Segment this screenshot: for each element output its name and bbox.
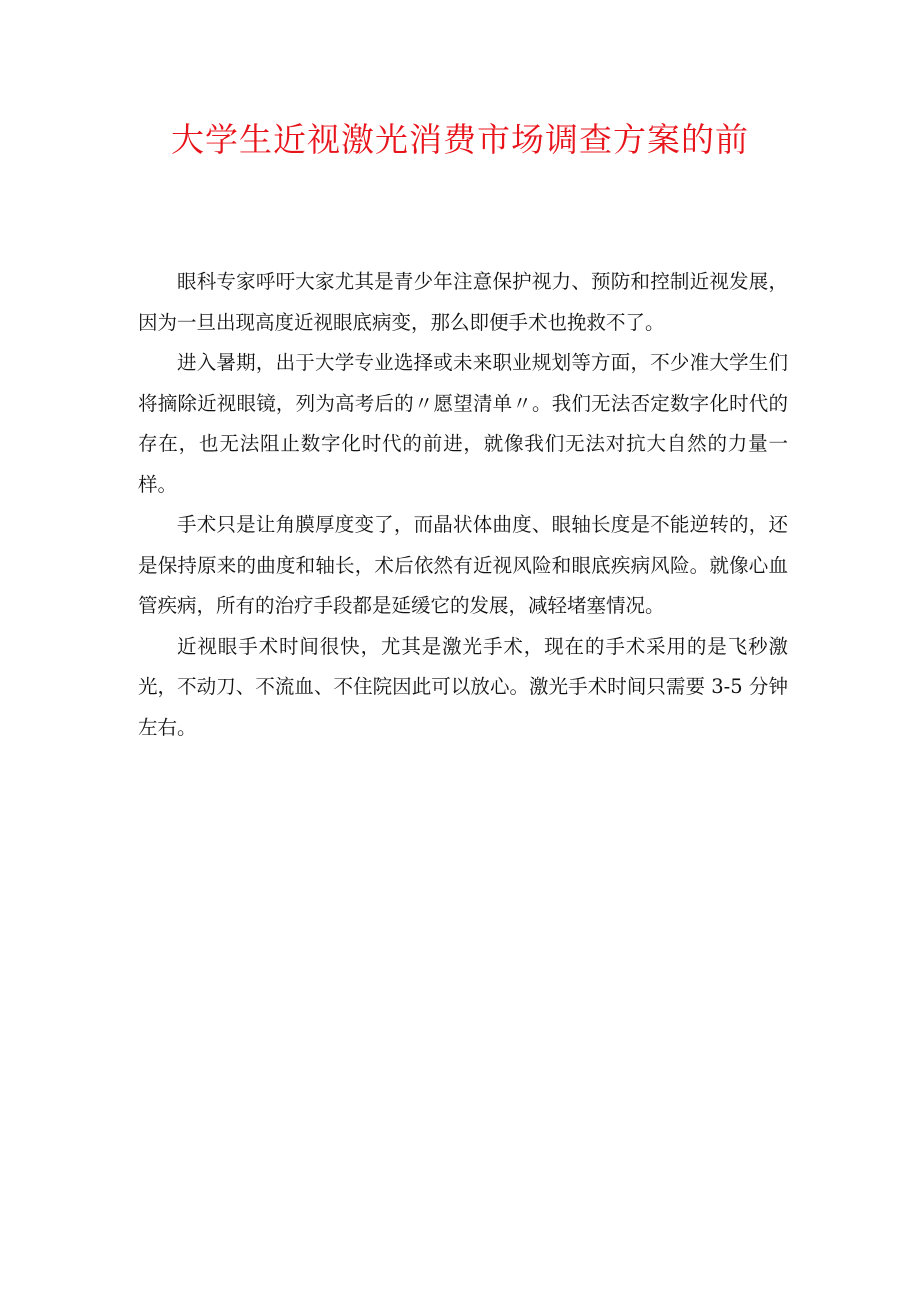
document-body — [138, 262, 788, 748]
document-title: 大学生近视激光消费市场调查方案的前 — [171, 120, 749, 159]
paragraph-2: 进入暑期，出于大学专业选择或未来职业规划等方面，不少准大学生们将摘除近视眼镜，列为高考后的〃愿望清单〃。我们无法否定数字化时代的存在，也无法阻止数字化时代的前进，就像我们无法对抗大自然的力量一样。 — [138, 351, 788, 496]
paragraph-1: 眼科专家呼吁大家尤其是青少年注意保护视力、预防和控制近视发展，因为一旦出现高度近视眼底病变，那么即便手术也挽救不了。 — [138, 270, 788, 334]
paragraph-3: 手术只是让角膜厚度变了，而晶状体曲度、眼轴长度是不能逆转的，还是保持原来的曲度和轴长，术后依然有近视风险和眼底疾病风险。就像心血管疾病，所有的治疗手段都是延缓它的发展，减轻堵塞情况。 — [138, 513, 788, 617]
paragraph-4: 近视眼手术时间很快，尤其是激光手术，现在的手术采用的是飞秒激光，不动刀、不流血、不住院因此可以放心。激光手术时间只需要 3-5 分钟左右。 — [138, 634, 788, 739]
